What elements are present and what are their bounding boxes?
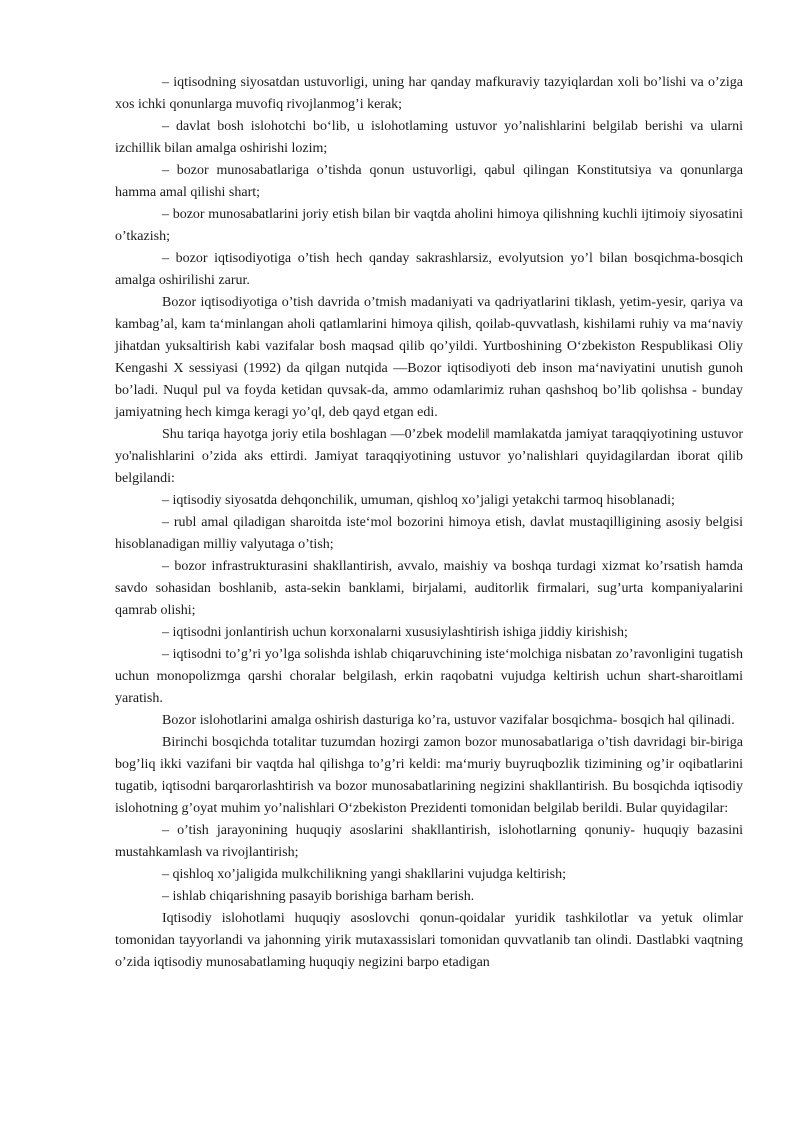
paragraph: – bozor iqtisodiyotiga o’tish hech qanday sakrashlarsiz, evolyutsion yo’l bilan bosqichma-bosqich amalga oshirilishi zarur. [115,251,743,288]
paragraph: Birinchi bosqichda totalitar tuzumdan hozirgi zamon bozor munosabatlariga o’tish davridagi bir-biriga bog’liq ikki vazifani bir vaqtda hal qilishga to’g’ri keldi: ma‘muriy buyruqbozlik tizimining og’ir oqibatlarini tugatib, iqtisodni barqarorlashtirish va bozor munosabatlarining negizini shakllantirish. Bu bosqichda iqtisodiy islohotning g’oyat muhim yo’nalishlari O‘zbekiston Prezidenti tomonidan belgilab berildi. Bular quyidagilar: [115,735,743,816]
document-page [115,72,743,974]
paragraph: – o’tish jarayonining huquqiy asoslarini shakllantirish, islohotlarning qonuniy- huquqiy bazasini mustahkamlash va rivojlantirish; [115,823,743,860]
paragraph: Shu tariqa hayotga joriy etila boshlagan ―0’zbek modeli‖ mamlakatda jamiyat taraqqiyotining ustuvor yo'nalishlarini o’zida aks ettirdi. Jamiyat taraqqiyotining ustuvor yo’nalishlari quyidagilardan iborat qilib belgilandi: [115,427,743,486]
paragraph: – davlat bosh islohotchi bo‘lib, u islohotlaming ustuvor yo’nalishlarini belgilab berishi va ularni izchillik bilan amalga oshirishi lozim; [115,119,743,156]
paragraph: – iqtisodni jonlantirish uchun korxonalarni xususiylashtirish ishiga jiddiy kirishish; [162,625,628,640]
paragraph: – rubl amal qiladigan sharoitda iste‘mol bozorini himoya etish, davlat mustaqilligining asosiy belgisi hisoblanadigan milliy valyutaga o’tish; [115,515,743,552]
paragraph: – bozor infrastrukturasini shakllantirish, avvalo, maishiy va boshqa turdagi xizmat ko’rsatish hamda savdo sohasidan boshlanib, asta-sekin banklami, birjalami, auditorlik firmalari, sug’urta kompaniyalarini qamrab olishi; [115,559,743,618]
paragraph: – iqtisodning siyosatdan ustuvorligi, uning har qanday mafkuraviy tazyiqlardan xoli bo’lishi va o’ziga xos ichki qonunlarga muvofiq rivojlanmog’i kerak; [115,75,743,112]
paragraph: Bozor iqtisodiyotiga o’tish davrida o’tmish madaniyati va qadriyatlarini tiklash, yetim-yesir, qariya va kambag’al, kam ta‘minlangan aholi qatlamlarini himoya qilish, qoilab-quvvatlash, kishilami ruhiy va ma‘naviy jihatdan yuksaltirish kabi vazifalar bosh maqsad qilib qo’yildi. Yurtboshining O‘zbekiston Respublikasi Oliy Kengashi X sessiyasi (1992) da qilgan nutqida ―Bozor iqtisodiyoti deb inson ma‘naviyatini unutish gunoh bo’ladi. Nuqul pul va foyda ketidan quvsak-da, ammo odamlarimiz ruhan qashshoq bo’lib qolishsa - bunday jamiyatning hech kimga keragi yo’q‖, deb qayd etgan edi. [115,295,743,420]
paragraph: – bozor munosabatlarini joriy etish bilan bir vaqtda aholini himoya qilishning kuchli ijtimoiy siyosatini o’tkazish; [115,207,743,244]
paragraph: – ishlab chiqarishning pasayib borishiga barham berish. [162,889,475,904]
paragraph: – qishloq xo’jaligida mulkchilikning yangi shakllarini vujudga keltirish; [162,867,567,882]
paragraph: Iqtisodiy islohotlami huquqiy asoslovchi qonun-qoidalar yuridik tashkilotlar va yetuk olimlar tomonidan tayyorlandi va jahonning yirik mutaxassislari tomonidan quvvatlanib tan olindi. Dastlabki vaqtning o’zida iqtisodiy munosabatlaming huquqiy negizini barpo etadigan [115,911,743,970]
paragraph: – bozor munosabatlariga o’tishda qonun ustuvorligi, qabul qilingan Konstitutsiya va qonunlarga hamma amal qilishi shart; [115,163,743,200]
paragraph: Bozor islohotlarini amalga oshirish dasturiga ko’ra, ustuvor vazifalar bosqichma- bosqich hal qilinadi. [162,713,735,728]
paragraph: – iqtisodni to’g’ri yo’lga solishda ishlab chiqaruvchining iste‘molchiga nisbatan zo’ravonligini tugatish uchun monopolizmga qarshi choralar belgilash, erkin raqobatni vujudga keltirish uchun shart-sharoitlami yaratish. [115,647,743,706]
paragraph: – iqtisodiy siyosatda dehqonchilik, umuman, qishloq xo’jaligi yetakchi tarmoq hisoblanadi; [162,493,675,508]
